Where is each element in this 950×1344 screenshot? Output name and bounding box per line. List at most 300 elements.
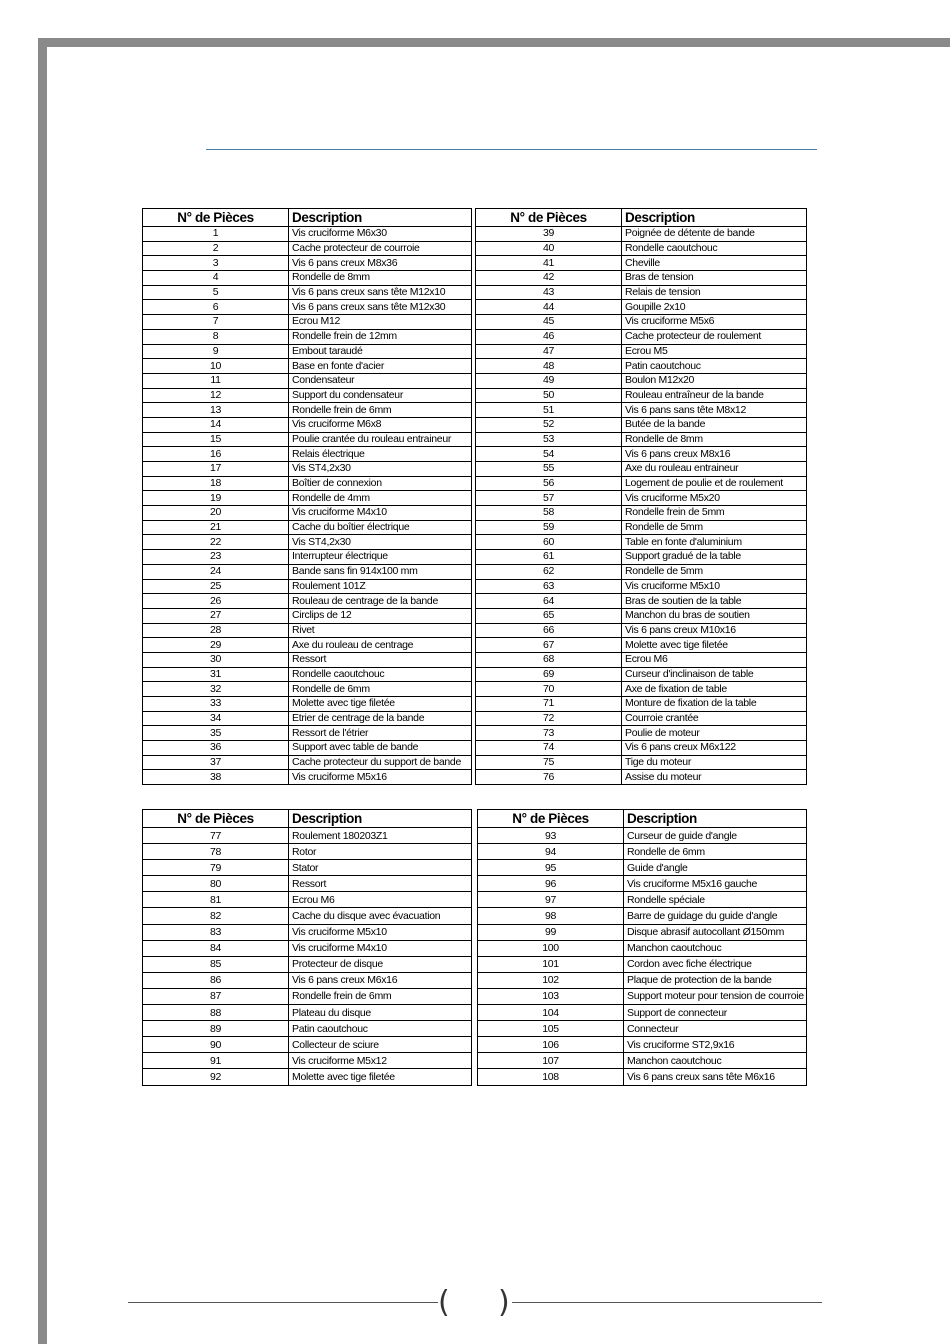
part-description: Rouleau de centrage de la bande — [289, 594, 472, 609]
part-number: 76 — [476, 770, 622, 785]
table-row — [143, 667, 472, 682]
part-description: Barre de guidage du guide d'angle — [624, 908, 807, 924]
part-number: 9 — [143, 344, 289, 359]
part-number: 38 — [143, 770, 289, 785]
part-description: Cache protecteur de courroie — [289, 241, 472, 256]
part-number: 77 — [143, 828, 289, 844]
part-number: 5 — [143, 285, 289, 300]
part-description: Cache du boîtier électrique — [289, 520, 472, 535]
part-number: 13 — [143, 403, 289, 418]
table-row — [478, 1021, 807, 1037]
part-number: 103 — [478, 988, 624, 1004]
part-description: Manchon du bras de soutien — [622, 608, 807, 623]
column-header-description: Description — [622, 209, 807, 227]
table-row — [476, 491, 807, 506]
part-description: Vis cruciforme M5x12 — [289, 1053, 472, 1069]
part-number: 100 — [478, 940, 624, 956]
part-number: 27 — [143, 608, 289, 623]
part-description: Rotor — [289, 844, 472, 860]
part-description: Vis 6 pans creux sans tête M12x10 — [289, 285, 472, 300]
part-number: 47 — [476, 344, 622, 359]
part-description: Vis ST4,2x30 — [289, 535, 472, 550]
part-description: Support moteur pour tension de courroie — [624, 988, 807, 1004]
part-number: 41 — [476, 256, 622, 271]
part-description: Vis cruciforme M4x10 — [289, 506, 472, 521]
part-description: Disque abrasif autocollant Ø150mm — [624, 924, 807, 940]
part-description: Poulie crantée du rouleau entraineur — [289, 432, 472, 447]
part-description: Butée de la bande — [622, 417, 807, 432]
part-description: Plaque de protection de la bande — [624, 972, 807, 988]
part-description: Vis cruciforme M5x6 — [622, 315, 807, 330]
part-number: 84 — [143, 940, 289, 956]
part-description: Relais de tension — [622, 285, 807, 300]
part-number: 48 — [476, 359, 622, 374]
part-description: Vis 6 pans creux M6x16 — [289, 972, 472, 988]
table-row — [476, 770, 807, 785]
part-description: Poignée de détente de bande — [622, 227, 807, 242]
part-number: 88 — [143, 1005, 289, 1021]
part-description: Vis ST4,2x30 — [289, 462, 472, 477]
part-number: 86 — [143, 972, 289, 988]
part-number: 75 — [476, 755, 622, 770]
part-description: Cheville — [622, 256, 807, 271]
part-description: Patin caoutchouc — [622, 359, 807, 374]
table-row — [476, 726, 807, 741]
parts-table-4 — [477, 809, 807, 1086]
part-description: Bras de soutien de la table — [622, 594, 807, 609]
table-row — [143, 535, 472, 550]
table-row — [143, 1053, 472, 1069]
part-description: Support de connecteur — [624, 1005, 807, 1021]
part-description: Ressort — [289, 876, 472, 892]
part-number: 11 — [143, 373, 289, 388]
table-row — [143, 403, 472, 418]
part-description: Boulon M12x20 — [622, 373, 807, 388]
part-number: 94 — [478, 844, 624, 860]
part-number: 57 — [476, 491, 622, 506]
part-description: Molette avec tige filetée — [289, 1069, 472, 1085]
table-row — [478, 1037, 807, 1053]
table-row — [143, 876, 472, 892]
table-row — [143, 388, 472, 403]
part-number: 45 — [476, 315, 622, 330]
part-description: Rondelle spéciale — [624, 892, 807, 908]
table-row — [478, 876, 807, 892]
part-number: 90 — [143, 1037, 289, 1053]
parts-table-1 — [142, 208, 472, 785]
table-row — [476, 300, 807, 315]
table-row — [143, 956, 472, 972]
footer-right-brace: ) — [498, 1285, 510, 1320]
table-row — [143, 447, 472, 462]
part-number: 18 — [143, 476, 289, 491]
table-row — [143, 638, 472, 653]
part-number: 99 — [478, 924, 624, 940]
part-number: 106 — [478, 1037, 624, 1053]
table-row — [476, 594, 807, 609]
part-description: Circlips de 12 — [289, 608, 472, 623]
table-row — [476, 608, 807, 623]
part-description: Interrupteur électrique — [289, 550, 472, 565]
table-row — [143, 506, 472, 521]
part-number: 89 — [143, 1021, 289, 1037]
part-number: 78 — [143, 844, 289, 860]
part-number: 61 — [476, 550, 622, 565]
part-description: Rondelle de 5mm — [622, 520, 807, 535]
footer-line-left — [128, 1302, 438, 1303]
part-description: Rondelle caoutchouc — [289, 667, 472, 682]
table-row — [143, 432, 472, 447]
part-number: 29 — [143, 638, 289, 653]
table-row — [476, 329, 807, 344]
part-description: Protecteur de disque — [289, 956, 472, 972]
part-description: Condensateur — [289, 373, 472, 388]
table-row — [143, 564, 472, 579]
table-row — [476, 417, 807, 432]
part-description: Rondelle de 6mm — [289, 682, 472, 697]
part-number: 17 — [143, 462, 289, 477]
table-row — [143, 1005, 472, 1021]
table-row — [143, 623, 472, 638]
table-row — [478, 828, 807, 844]
part-description: Vis 6 pans creux M8x36 — [289, 256, 472, 271]
column-header-number: N° de Pièces — [476, 209, 622, 227]
part-number: 55 — [476, 462, 622, 477]
table-row — [143, 755, 472, 770]
part-description: Vis 6 pans creux sans tête M6x16 — [624, 1069, 807, 1085]
table-row — [476, 388, 807, 403]
part-number: 63 — [476, 579, 622, 594]
part-number: 8 — [143, 329, 289, 344]
column-header-description: Description — [624, 810, 807, 828]
part-description: Poulie de moteur — [622, 726, 807, 741]
part-number: 82 — [143, 908, 289, 924]
part-number: 104 — [478, 1005, 624, 1021]
part-number: 31 — [143, 667, 289, 682]
part-number: 21 — [143, 520, 289, 535]
page-frame-top — [38, 38, 950, 47]
part-description: Manchon caoutchouc — [624, 940, 807, 956]
part-description: Table en fonte d'aluminium — [622, 535, 807, 550]
part-description: Rondelle de 4mm — [289, 491, 472, 506]
part-description: Bande sans fin 914x100 mm — [289, 564, 472, 579]
part-number: 64 — [476, 594, 622, 609]
part-description: Cache protecteur du support de bande — [289, 755, 472, 770]
table-row — [143, 329, 472, 344]
table-row — [476, 285, 807, 300]
part-number: 80 — [143, 876, 289, 892]
table-row — [143, 697, 472, 712]
part-number: 20 — [143, 506, 289, 521]
table-row — [143, 520, 472, 535]
table-row — [143, 726, 472, 741]
part-number: 62 — [476, 564, 622, 579]
part-number: 69 — [476, 667, 622, 682]
table-row — [143, 711, 472, 726]
table-row — [476, 476, 807, 491]
part-description: Vis cruciforme M5x10 — [622, 579, 807, 594]
part-number: 98 — [478, 908, 624, 924]
part-description: Guide d'angle — [624, 860, 807, 876]
table-row — [478, 956, 807, 972]
table-row — [143, 594, 472, 609]
part-description: Vis cruciforme M6x30 — [289, 227, 472, 242]
part-number: 49 — [476, 373, 622, 388]
part-number: 60 — [476, 535, 622, 550]
column-header-number: N° de Pièces — [143, 810, 289, 828]
table-row — [476, 520, 807, 535]
part-number: 43 — [476, 285, 622, 300]
part-number: 7 — [143, 315, 289, 330]
part-description: Boîtier de connexion — [289, 476, 472, 491]
page-frame-left — [38, 38, 47, 1344]
table-row — [476, 711, 807, 726]
part-description: Vis 6 pans creux sans tête M12x30 — [289, 300, 472, 315]
table-row — [478, 1005, 807, 1021]
table-row — [143, 579, 472, 594]
part-description: Manchon caoutchouc — [624, 1053, 807, 1069]
part-number: 42 — [476, 271, 622, 286]
part-number: 39 — [476, 227, 622, 242]
table-row — [476, 462, 807, 477]
part-number: 40 — [476, 241, 622, 256]
table-row — [143, 608, 472, 623]
table-row — [143, 373, 472, 388]
part-number: 52 — [476, 417, 622, 432]
table-row — [478, 844, 807, 860]
part-description: Cache du disque avec évacuation — [289, 908, 472, 924]
part-description: Ecrou M6 — [622, 652, 807, 667]
part-description: Support gradué de la table — [622, 550, 807, 565]
table-row — [143, 359, 472, 374]
part-description: Axe du rouleau entraineur — [622, 462, 807, 477]
table-row — [143, 315, 472, 330]
part-description: Molette avec tige filetée — [289, 697, 472, 712]
table-row — [476, 741, 807, 756]
header-rule — [206, 149, 817, 150]
part-number: 26 — [143, 594, 289, 609]
part-number: 34 — [143, 711, 289, 726]
part-number: 59 — [476, 520, 622, 535]
part-number: 83 — [143, 924, 289, 940]
part-number: 24 — [143, 564, 289, 579]
part-description: Curseur d'inclinaison de table — [622, 667, 807, 682]
table-row — [478, 972, 807, 988]
table-row — [478, 1069, 807, 1085]
part-number: 3 — [143, 256, 289, 271]
part-number: 70 — [476, 682, 622, 697]
part-description: Tige du moteur — [622, 755, 807, 770]
parts-table-3 — [142, 809, 472, 1086]
part-description: Connecteur — [624, 1021, 807, 1037]
part-description: Vis cruciforme M4x10 — [289, 940, 472, 956]
part-number: 56 — [476, 476, 622, 491]
table-row — [478, 924, 807, 940]
table-row — [143, 924, 472, 940]
part-description: Rondelle frein de 5mm — [622, 506, 807, 521]
part-number: 71 — [476, 697, 622, 712]
part-description: Curseur de guide d'angle — [624, 828, 807, 844]
part-description: Vis cruciforme M5x20 — [622, 491, 807, 506]
table-row — [476, 697, 807, 712]
part-description: Cache protecteur de roulement — [622, 329, 807, 344]
table-row — [476, 241, 807, 256]
part-number: 105 — [478, 1021, 624, 1037]
part-number: 25 — [143, 579, 289, 594]
table-row — [143, 241, 472, 256]
part-number: 102 — [478, 972, 624, 988]
table-row — [143, 476, 472, 491]
part-description: Vis 6 pans creux M10x16 — [622, 623, 807, 638]
part-description: Ecrou M6 — [289, 892, 472, 908]
part-description: Vis 6 pans creux M6x122 — [622, 741, 807, 756]
part-description: Axe du rouleau de centrage — [289, 638, 472, 653]
table-row — [476, 652, 807, 667]
part-description: Support avec table de bande — [289, 741, 472, 756]
part-number: 36 — [143, 741, 289, 756]
part-number: 95 — [478, 860, 624, 876]
table-row — [476, 256, 807, 271]
footer-line-right — [512, 1302, 822, 1303]
part-description: Vis cruciforme M5x16 gauche — [624, 876, 807, 892]
table-row — [476, 623, 807, 638]
part-number: 14 — [143, 417, 289, 432]
part-description: Roulement 101Z — [289, 579, 472, 594]
parts-table-2 — [475, 208, 807, 785]
table-row — [476, 682, 807, 697]
footer-left-brace: ( — [438, 1285, 450, 1320]
part-number: 92 — [143, 1069, 289, 1085]
part-description: Collecteur de sciure — [289, 1037, 472, 1053]
part-number: 101 — [478, 956, 624, 972]
part-description: Courroie crantée — [622, 711, 807, 726]
table-row — [476, 564, 807, 579]
table-row — [143, 940, 472, 956]
part-number: 37 — [143, 755, 289, 770]
table-row — [476, 535, 807, 550]
part-number: 81 — [143, 892, 289, 908]
part-description: Stator — [289, 860, 472, 876]
part-description: Rondelle de 6mm — [624, 844, 807, 860]
part-description: Vis cruciforme ST2,9x16 — [624, 1037, 807, 1053]
table-row — [143, 344, 472, 359]
table-row — [476, 579, 807, 594]
column-header-number: N° de Pièces — [478, 810, 624, 828]
part-number: 107 — [478, 1053, 624, 1069]
part-number: 58 — [476, 506, 622, 521]
table-row — [143, 300, 472, 315]
part-number: 108 — [478, 1069, 624, 1085]
table-row — [143, 860, 472, 876]
part-description: Vis 6 pans sans tête M8x12 — [622, 403, 807, 418]
part-number: 96 — [478, 876, 624, 892]
part-description: Etrier de centrage de la bande — [289, 711, 472, 726]
part-description: Rondelle de 8mm — [289, 271, 472, 286]
table-row — [143, 1021, 472, 1037]
part-number: 73 — [476, 726, 622, 741]
table-row — [143, 972, 472, 988]
table-row — [143, 892, 472, 908]
part-number: 35 — [143, 726, 289, 741]
part-description: Axe de fixation de table — [622, 682, 807, 697]
table-row — [143, 988, 472, 1004]
part-description: Rondelle caoutchouc — [622, 241, 807, 256]
part-description: Rondelle frein de 6mm — [289, 988, 472, 1004]
table-row — [476, 447, 807, 462]
table-row — [478, 892, 807, 908]
part-number: 4 — [143, 271, 289, 286]
table-row — [143, 550, 472, 565]
part-description: Vis cruciforme M5x10 — [289, 924, 472, 940]
table-row — [143, 908, 472, 924]
part-description: Logement de poulie et de roulement — [622, 476, 807, 491]
part-description: Vis cruciforme M6x8 — [289, 417, 472, 432]
part-description: Ecrou M12 — [289, 315, 472, 330]
column-header-number: N° de Pièces — [143, 209, 289, 227]
table-row — [478, 1053, 807, 1069]
part-description: Monture de fixation de la table — [622, 697, 807, 712]
table-row — [143, 828, 472, 844]
part-description: Vis 6 pans creux M8x16 — [622, 447, 807, 462]
table-row — [476, 432, 807, 447]
part-number: 85 — [143, 956, 289, 972]
part-number: 44 — [476, 300, 622, 315]
table-row — [143, 271, 472, 286]
part-number: 87 — [143, 988, 289, 1004]
part-number: 72 — [476, 711, 622, 726]
part-description: Roulement 180203Z1 — [289, 828, 472, 844]
part-description: Plateau du disque — [289, 1005, 472, 1021]
part-number: 1 — [143, 227, 289, 242]
part-number: 54 — [476, 447, 622, 462]
part-number: 2 — [143, 241, 289, 256]
table-row — [143, 285, 472, 300]
part-description: Support du condensateur — [289, 388, 472, 403]
table-row — [476, 373, 807, 388]
part-description: Rondelle frein de 6mm — [289, 403, 472, 418]
part-number: 23 — [143, 550, 289, 565]
part-number: 19 — [143, 491, 289, 506]
table-row — [143, 256, 472, 271]
table-row — [143, 491, 472, 506]
part-number: 93 — [478, 828, 624, 844]
table-row — [476, 638, 807, 653]
table-row — [478, 988, 807, 1004]
column-header-description: Description — [289, 209, 472, 227]
table-row — [476, 403, 807, 418]
table-row — [143, 682, 472, 697]
table-row — [476, 550, 807, 565]
table-row — [143, 227, 472, 242]
part-number: 33 — [143, 697, 289, 712]
part-number: 66 — [476, 623, 622, 638]
part-description: Ressort de l'étrier — [289, 726, 472, 741]
table-row — [478, 908, 807, 924]
table-row — [476, 271, 807, 286]
part-description: Embout taraudé — [289, 344, 472, 359]
part-number: 51 — [476, 403, 622, 418]
part-description: Rondelle frein de 12mm — [289, 329, 472, 344]
part-description: Rivet — [289, 623, 472, 638]
part-description: Vis cruciforme M5x16 — [289, 770, 472, 785]
part-number: 65 — [476, 608, 622, 623]
table-row — [143, 844, 472, 860]
table-row — [478, 940, 807, 956]
table-row — [476, 344, 807, 359]
part-number: 53 — [476, 432, 622, 447]
part-number: 91 — [143, 1053, 289, 1069]
table-row — [476, 506, 807, 521]
